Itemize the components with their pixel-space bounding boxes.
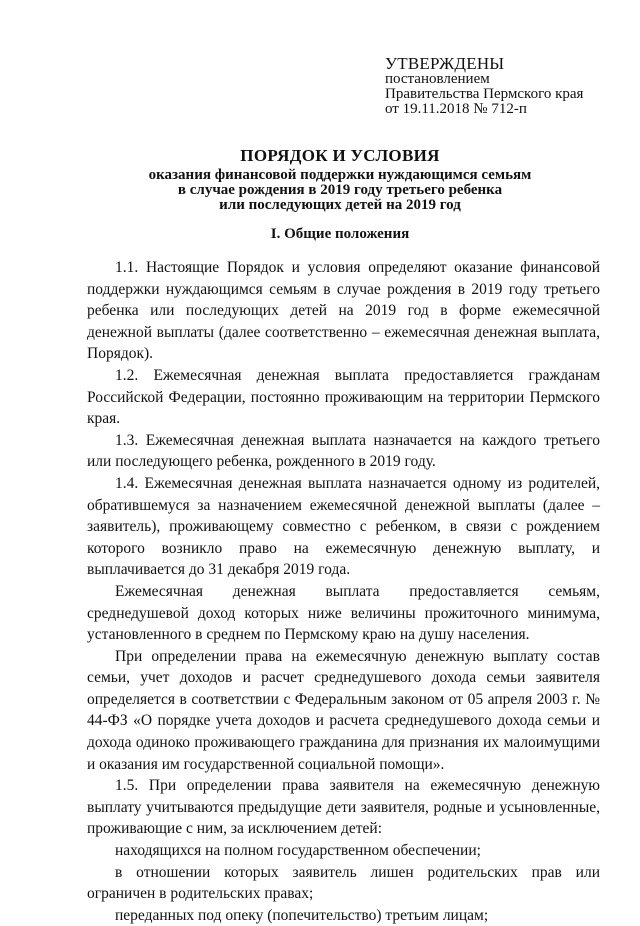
document-body <box>87 257 600 926</box>
paragraph-1-2: 1.2. Ежемесячная денежная выплата предоставляется гражданам Российской Федерации, постоянно проживающим на территории Пермского края. <box>87 366 600 428</box>
paragraph-income-calculation: При определении права на ежемесячную денежную выплату состав семьи, учет доходов и расчет среднедушевого дохода семьи заявителя определяется в соответствии с Федеральным законом от 05 апреля 2003 г. № 44-ФЗ «О порядке учета доходов и расчета среднедушевого дохода семьи и дохода одиноко проживающего гражданина для признания их малоимущими и оказания им государственной социальной помощи». <box>87 647 600 773</box>
subtitle-line-3: или последующих детей на 2019 год <box>219 197 461 213</box>
approval-line-decree: постановлением <box>385 71 490 87</box>
paragraph-1-3: 1.3. Ежемесячная денежная выплата назначается на каждого третьего или последующего ребенка, рожденного в 2019 году. <box>87 431 600 471</box>
approval-line-government: Правительства Пермского края <box>385 86 584 102</box>
section-heading: I. Общие положения <box>270 226 410 242</box>
subtitle-line-1: оказания финансовой поддержки нуждающимся семьям <box>148 167 532 183</box>
paragraph-1-5: 1.5. При определении права заявителя на ежемесячную денежную выплату учитываются предыдущие дети заявителя, родные и усыновленные, проживающие с ним, за исключением детей: <box>87 777 600 838</box>
list-item-guardianship: переданных под опеку (попечительство) третьим лицам; <box>115 906 489 924</box>
paragraph-1-4: 1.4. Ежемесячная денежная выплата назначается одному из родителей, обратившемуся за назначением ежемесячной денежной выплаты (далее – заявитель), проживающему совместно с ребенком, в связи с рождением которого возникло право на ежемесячную денежную выплату, и выплачивается до 31 декабря 2019 года. <box>87 474 600 579</box>
subtitle-line-2: в случае рождения в 2019 году третьего ребенка <box>177 182 503 198</box>
list-item-parental-rights: в отношении которых заявитель лишен родительских прав или ограничен в родительских правах; <box>87 863 600 903</box>
approval-heading: УТВЕРЖДЕНЫ <box>385 54 505 73</box>
document-title: ПОРЯДОК И УСЛОВИЯ <box>240 146 440 165</box>
paragraph-1-1: 1.1. Настоящие Порядок и условия определяют оказание финансовой поддержки нуждающимся семьям в случае рождения в 2019 году третьего ребенка или последующих детей на 2019 год в форме ежемесячной денежной выплаты (далее соответственно – ежемесячная денежная выплата, Порядок). <box>87 259 600 363</box>
document-subtitle <box>60 168 620 213</box>
list-item-state-support: находящихся на полном государственном обеспечении; <box>115 842 481 860</box>
paragraph-income-condition: Ежемесячная денежная выплата предоставляется семьям, среднедушевой доход которых ниже величины прожиточного минимума, установленного в среднем по Пермскому краю на душу населения. <box>87 582 600 644</box>
approval-line-date-number: от 19.11.2018 № 712-п <box>385 101 527 117</box>
approval-stamp <box>385 55 625 117</box>
